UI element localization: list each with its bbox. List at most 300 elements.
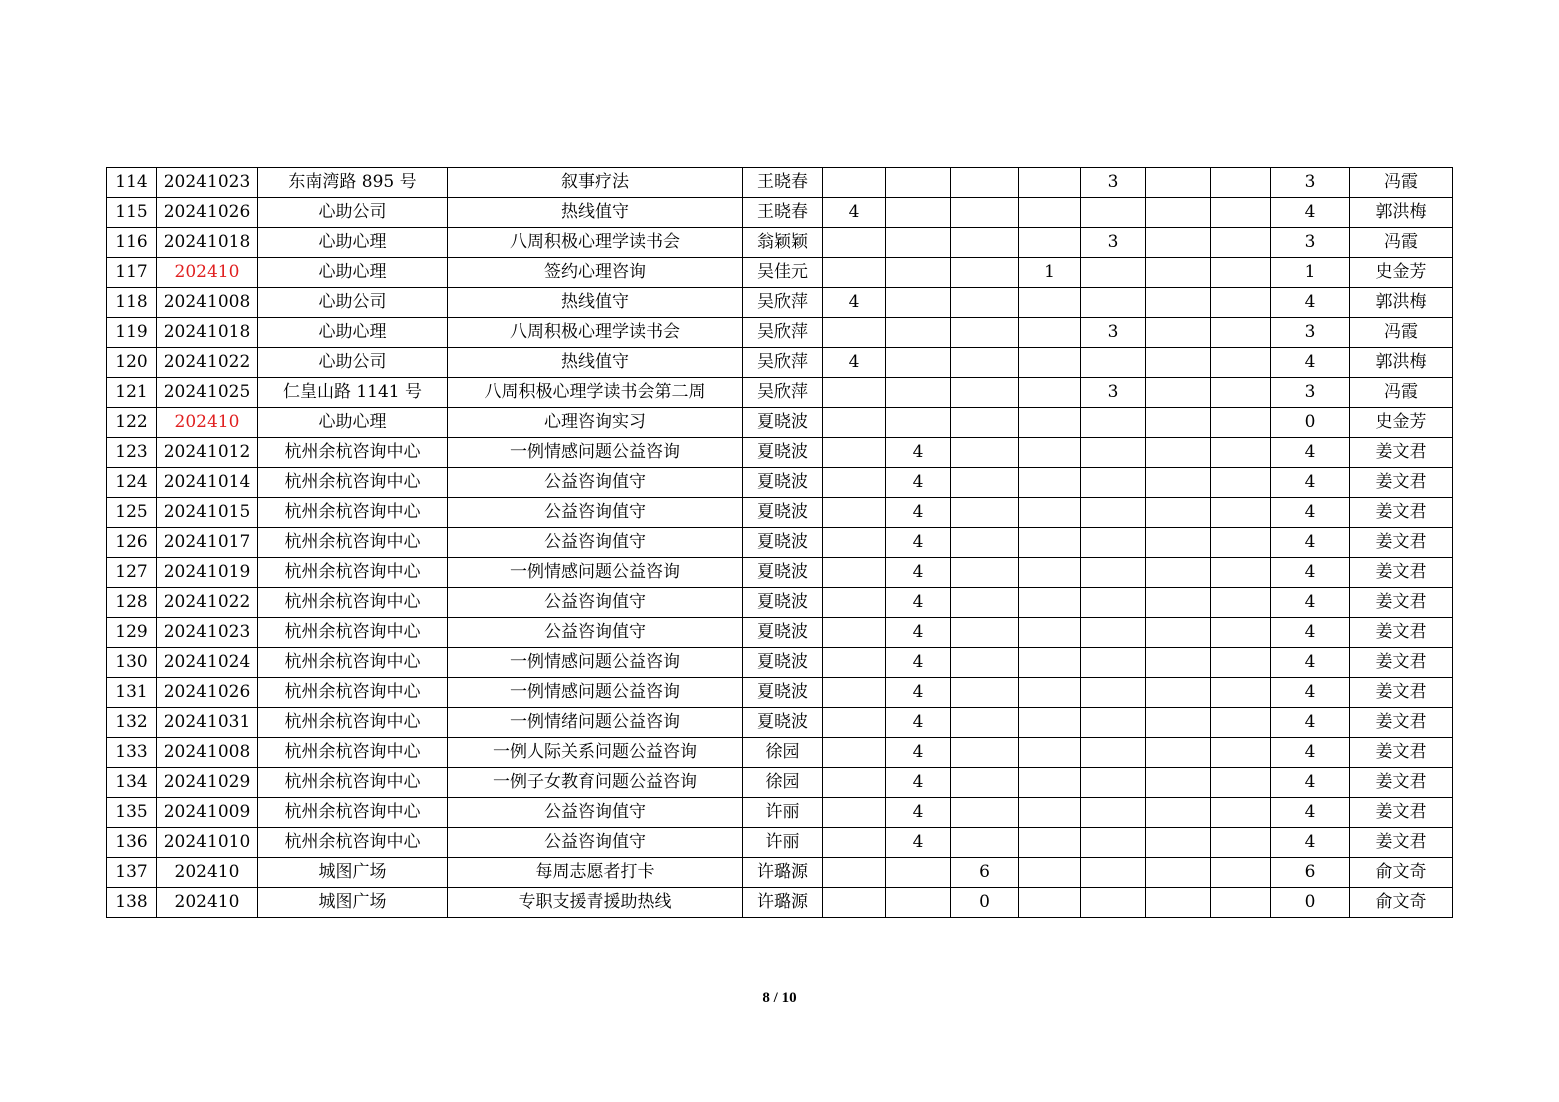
location-cell: 城图广场	[258, 858, 448, 888]
row-number-cell: 126	[107, 528, 157, 558]
reviewer-cell: 姜文君	[1350, 588, 1453, 618]
hours-col-5-cell	[1081, 858, 1146, 888]
hours-col-6-cell	[1146, 738, 1211, 768]
table-row	[107, 438, 1453, 468]
hours-col-6-cell	[1146, 258, 1211, 288]
hours-col-5-cell	[1081, 348, 1146, 378]
row-number-cell: 119	[107, 318, 157, 348]
reviewer-cell: 史金芳	[1350, 258, 1453, 288]
table-row	[107, 258, 1453, 288]
date-cell: 20241018	[157, 228, 258, 258]
hours-col-1-cell	[823, 708, 886, 738]
activity-cell: 热线值守	[448, 198, 743, 228]
activity-cell: 一例情绪问题公益咨询	[448, 708, 743, 738]
table-row	[107, 858, 1453, 888]
hours-col-1-cell	[823, 828, 886, 858]
location-cell: 杭州余杭咨询中心	[258, 498, 448, 528]
name-cell: 夏晓波	[743, 558, 823, 588]
location-cell: 杭州余杭咨询中心	[258, 648, 448, 678]
name-cell: 吴欣萍	[743, 348, 823, 378]
hours-col-7-cell	[1211, 798, 1271, 828]
hours-col-7-cell	[1211, 588, 1271, 618]
hours-col-4-cell	[1019, 888, 1081, 918]
hours-col-4-cell	[1019, 318, 1081, 348]
hours-col-7-cell	[1211, 768, 1271, 798]
hours-col-4-cell	[1019, 228, 1081, 258]
hours-col-2-cell: 4	[886, 558, 951, 588]
hours-col-4-cell	[1019, 408, 1081, 438]
location-cell: 杭州余杭咨询中心	[258, 528, 448, 558]
hours-col-1-cell	[823, 258, 886, 288]
hours-col-1-cell	[823, 528, 886, 558]
hours-col-6-cell	[1146, 768, 1211, 798]
total-hours-cell: 6	[1271, 858, 1350, 888]
row-number-cell: 123	[107, 438, 157, 468]
reviewer-cell: 姜文君	[1350, 828, 1453, 858]
table-row	[107, 708, 1453, 738]
hours-col-7-cell	[1211, 558, 1271, 588]
hours-col-4-cell	[1019, 168, 1081, 198]
name-cell: 夏晓波	[743, 678, 823, 708]
row-number-cell: 135	[107, 798, 157, 828]
activity-cell: 公益咨询值守	[448, 498, 743, 528]
activity-cell: 公益咨询值守	[448, 588, 743, 618]
hours-col-3-cell	[951, 228, 1019, 258]
hours-col-4-cell	[1019, 768, 1081, 798]
name-cell: 吴欣萍	[743, 288, 823, 318]
hours-col-7-cell	[1211, 738, 1271, 768]
hours-col-4-cell	[1019, 828, 1081, 858]
location-cell: 杭州余杭咨询中心	[258, 798, 448, 828]
hours-col-4-cell	[1019, 198, 1081, 228]
hours-col-1-cell	[823, 378, 886, 408]
location-cell: 杭州余杭咨询中心	[258, 708, 448, 738]
total-hours-cell: 4	[1271, 498, 1350, 528]
hours-col-5-cell	[1081, 408, 1146, 438]
hours-col-3-cell	[951, 708, 1019, 738]
location-cell: 心助公司	[258, 288, 448, 318]
activity-cell: 签约心理咨询	[448, 258, 743, 288]
hours-col-5-cell	[1081, 588, 1146, 618]
hours-col-6-cell	[1146, 498, 1211, 528]
hours-col-5-cell	[1081, 648, 1146, 678]
hours-col-3-cell	[951, 588, 1019, 618]
date-cell: 20241024	[157, 648, 258, 678]
location-cell: 杭州余杭咨询中心	[258, 558, 448, 588]
date-cell: 20241009	[157, 798, 258, 828]
location-cell: 杭州余杭咨询中心	[258, 588, 448, 618]
row-number-cell: 124	[107, 468, 157, 498]
location-cell: 杭州余杭咨询中心	[258, 468, 448, 498]
hours-col-3-cell	[951, 438, 1019, 468]
hours-col-6-cell	[1146, 648, 1211, 678]
date-cell: 202410	[157, 258, 258, 288]
hours-col-1-cell	[823, 498, 886, 528]
row-number-cell: 114	[107, 168, 157, 198]
hours-col-2-cell	[886, 888, 951, 918]
activity-cell: 公益咨询值守	[448, 828, 743, 858]
total-hours-cell: 4	[1271, 798, 1350, 828]
total-hours-cell: 4	[1271, 348, 1350, 378]
total-hours-cell: 4	[1271, 768, 1350, 798]
reviewer-cell: 史金芳	[1350, 408, 1453, 438]
hours-col-2-cell	[886, 408, 951, 438]
hours-col-3-cell	[951, 378, 1019, 408]
reviewer-cell: 姜文君	[1350, 678, 1453, 708]
hours-col-5-cell: 3	[1081, 168, 1146, 198]
reviewer-cell: 姜文君	[1350, 708, 1453, 738]
reviewer-cell: 郭洪梅	[1350, 348, 1453, 378]
table-row	[107, 408, 1453, 438]
hours-col-4-cell	[1019, 498, 1081, 528]
reviewer-cell: 俞文奇	[1350, 858, 1453, 888]
name-cell: 吴欣萍	[743, 378, 823, 408]
date-cell: 202410	[157, 888, 258, 918]
hours-col-4-cell	[1019, 678, 1081, 708]
hours-col-1-cell	[823, 618, 886, 648]
location-cell: 杭州余杭咨询中心	[258, 438, 448, 468]
activity-cell: 一例情感问题公益咨询	[448, 648, 743, 678]
hours-col-3-cell	[951, 258, 1019, 288]
table-row	[107, 468, 1453, 498]
hours-col-1-cell	[823, 408, 886, 438]
hours-col-3-cell	[951, 168, 1019, 198]
date-cell: 20241022	[157, 348, 258, 378]
row-number-cell: 127	[107, 558, 157, 588]
name-cell: 王晓春	[743, 198, 823, 228]
name-cell: 徐园	[743, 738, 823, 768]
name-cell: 夏晓波	[743, 468, 823, 498]
hours-col-6-cell	[1146, 558, 1211, 588]
hours-col-6-cell	[1146, 828, 1211, 858]
activity-cell: 一例人际关系问题公益咨询	[448, 738, 743, 768]
date-cell: 20241019	[157, 558, 258, 588]
hours-col-3-cell	[951, 288, 1019, 318]
activity-cell: 专职支援青援助热线	[448, 888, 743, 918]
hours-col-6-cell	[1146, 468, 1211, 498]
activity-cell: 热线值守	[448, 288, 743, 318]
name-cell: 王晓春	[743, 168, 823, 198]
name-cell: 吴佳元	[743, 258, 823, 288]
location-cell: 杭州余杭咨询中心	[258, 828, 448, 858]
hours-col-4-cell: 1	[1019, 258, 1081, 288]
reviewer-cell: 郭洪梅	[1350, 198, 1453, 228]
hours-col-5-cell	[1081, 828, 1146, 858]
location-cell: 心助心理	[258, 258, 448, 288]
total-hours-cell: 4	[1271, 648, 1350, 678]
row-number-cell: 120	[107, 348, 157, 378]
hours-col-3-cell	[951, 798, 1019, 828]
activity-cell: 公益咨询值守	[448, 618, 743, 648]
reviewer-cell: 冯霞	[1350, 318, 1453, 348]
location-cell: 城图广场	[258, 888, 448, 918]
total-hours-cell: 4	[1271, 288, 1350, 318]
hours-col-6-cell	[1146, 168, 1211, 198]
location-cell: 心助公司	[258, 198, 448, 228]
reviewer-cell: 姜文君	[1350, 528, 1453, 558]
row-number-cell: 132	[107, 708, 157, 738]
hours-col-2-cell: 4	[886, 708, 951, 738]
hours-col-5-cell	[1081, 618, 1146, 648]
hours-col-4-cell	[1019, 738, 1081, 768]
date-cell: 20241008	[157, 288, 258, 318]
location-cell: 心助心理	[258, 408, 448, 438]
location-cell: 杭州余杭咨询中心	[258, 768, 448, 798]
reviewer-cell: 姜文君	[1350, 498, 1453, 528]
hours-col-7-cell	[1211, 528, 1271, 558]
hours-col-3-cell: 0	[951, 888, 1019, 918]
hours-col-2-cell	[886, 198, 951, 228]
activity-cell: 八周积极心理学读书会第二周	[448, 378, 743, 408]
hours-col-7-cell	[1211, 168, 1271, 198]
hours-col-2-cell	[886, 258, 951, 288]
total-hours-cell: 4	[1271, 438, 1350, 468]
hours-col-1-cell	[823, 318, 886, 348]
hours-col-3-cell	[951, 828, 1019, 858]
hours-col-6-cell	[1146, 618, 1211, 648]
hours-col-7-cell	[1211, 708, 1271, 738]
table-row	[107, 558, 1453, 588]
activity-cell: 每周志愿者打卡	[448, 858, 743, 888]
table-row	[107, 648, 1453, 678]
location-cell: 心助心理	[258, 318, 448, 348]
total-hours-cell: 4	[1271, 618, 1350, 648]
hours-col-6-cell	[1146, 708, 1211, 738]
hours-col-6-cell	[1146, 408, 1211, 438]
activity-cell: 公益咨询值守	[448, 798, 743, 828]
hours-col-2-cell: 4	[886, 798, 951, 828]
table-row	[107, 888, 1453, 918]
row-number-cell: 115	[107, 198, 157, 228]
hours-col-6-cell	[1146, 858, 1211, 888]
hours-col-5-cell	[1081, 468, 1146, 498]
hours-col-7-cell	[1211, 678, 1271, 708]
hours-col-7-cell	[1211, 288, 1271, 318]
hours-col-7-cell	[1211, 378, 1271, 408]
reviewer-cell: 冯霞	[1350, 378, 1453, 408]
hours-col-4-cell	[1019, 798, 1081, 828]
hours-col-5-cell	[1081, 498, 1146, 528]
activity-cell: 一例情感问题公益咨询	[448, 678, 743, 708]
total-hours-cell: 4	[1271, 198, 1350, 228]
hours-col-7-cell	[1211, 198, 1271, 228]
name-cell: 夏晓波	[743, 498, 823, 528]
date-cell: 20241015	[157, 498, 258, 528]
name-cell: 夏晓波	[743, 588, 823, 618]
hours-col-1-cell: 4	[823, 288, 886, 318]
row-number-cell: 137	[107, 858, 157, 888]
row-number-cell: 133	[107, 738, 157, 768]
table-row	[107, 198, 1453, 228]
total-hours-cell: 4	[1271, 678, 1350, 708]
hours-col-3-cell	[951, 318, 1019, 348]
date-cell: 20241017	[157, 528, 258, 558]
hours-col-4-cell	[1019, 708, 1081, 738]
total-hours-cell: 4	[1271, 738, 1350, 768]
page-number: 8 / 10	[762, 990, 797, 1006]
table-row	[107, 528, 1453, 558]
name-cell: 许璐源	[743, 888, 823, 918]
hours-col-1-cell	[823, 468, 886, 498]
hours-col-5-cell: 3	[1081, 318, 1146, 348]
name-cell: 翁颖颖	[743, 228, 823, 258]
table-row	[107, 288, 1453, 318]
total-hours-cell: 3	[1271, 318, 1350, 348]
hours-col-6-cell	[1146, 348, 1211, 378]
hours-col-7-cell	[1211, 438, 1271, 468]
total-hours-cell: 3	[1271, 228, 1350, 258]
date-cell: 20241022	[157, 588, 258, 618]
table-row	[107, 768, 1453, 798]
hours-col-6-cell	[1146, 198, 1211, 228]
row-number-cell: 125	[107, 498, 157, 528]
reviewer-cell: 姜文君	[1350, 618, 1453, 648]
name-cell: 夏晓波	[743, 618, 823, 648]
hours-col-4-cell	[1019, 558, 1081, 588]
hours-col-1-cell: 4	[823, 198, 886, 228]
hours-col-3-cell	[951, 678, 1019, 708]
hours-col-7-cell	[1211, 468, 1271, 498]
hours-col-4-cell	[1019, 378, 1081, 408]
location-cell: 杭州余杭咨询中心	[258, 678, 448, 708]
activity-cell: 一例情感问题公益咨询	[448, 438, 743, 468]
hours-col-6-cell	[1146, 888, 1211, 918]
hours-col-5-cell	[1081, 678, 1146, 708]
hours-col-1-cell	[823, 558, 886, 588]
hours-col-3-cell	[951, 198, 1019, 228]
row-number-cell: 136	[107, 828, 157, 858]
date-cell: 20241008	[157, 738, 258, 768]
date-cell: 20241025	[157, 378, 258, 408]
table-row	[107, 378, 1453, 408]
row-number-cell: 117	[107, 258, 157, 288]
hours-col-6-cell	[1146, 678, 1211, 708]
hours-col-5-cell	[1081, 708, 1146, 738]
hours-col-5-cell: 3	[1081, 228, 1146, 258]
hours-col-1-cell	[823, 768, 886, 798]
date-cell: 20241023	[157, 168, 258, 198]
hours-col-7-cell	[1211, 318, 1271, 348]
table-row	[107, 618, 1453, 648]
table-row	[107, 738, 1453, 768]
hours-col-4-cell	[1019, 468, 1081, 498]
reviewer-cell: 冯霞	[1350, 228, 1453, 258]
hours-col-6-cell	[1146, 588, 1211, 618]
hours-col-7-cell	[1211, 258, 1271, 288]
reviewer-cell: 郭洪梅	[1350, 288, 1453, 318]
name-cell: 许丽	[743, 798, 823, 828]
location-cell: 东南湾路 895 号	[258, 168, 448, 198]
hours-col-3-cell	[951, 408, 1019, 438]
total-hours-cell: 4	[1271, 528, 1350, 558]
hours-col-5-cell	[1081, 798, 1146, 828]
date-cell: 20241010	[157, 828, 258, 858]
hours-col-6-cell	[1146, 318, 1211, 348]
hours-col-2-cell: 4	[886, 648, 951, 678]
reviewer-cell: 姜文君	[1350, 738, 1453, 768]
hours-col-7-cell	[1211, 498, 1271, 528]
row-number-cell: 130	[107, 648, 157, 678]
table-body	[107, 168, 1453, 918]
hours-col-1-cell	[823, 168, 886, 198]
hours-col-2-cell	[886, 858, 951, 888]
hours-col-6-cell	[1146, 798, 1211, 828]
hours-col-2-cell: 4	[886, 528, 951, 558]
activity-cell: 叙事疗法	[448, 168, 743, 198]
activity-cell: 心理咨询实习	[448, 408, 743, 438]
name-cell: 徐园	[743, 768, 823, 798]
hours-col-7-cell	[1211, 828, 1271, 858]
hours-col-7-cell	[1211, 648, 1271, 678]
row-number-cell: 118	[107, 288, 157, 318]
hours-col-1-cell	[823, 738, 886, 768]
hours-col-4-cell	[1019, 348, 1081, 378]
date-cell: 202410	[157, 408, 258, 438]
row-number-cell: 122	[107, 408, 157, 438]
location-cell: 心助心理	[258, 228, 448, 258]
hours-col-5-cell	[1081, 528, 1146, 558]
reviewer-cell: 姜文君	[1350, 798, 1453, 828]
hours-col-1-cell	[823, 588, 886, 618]
hours-col-3-cell	[951, 498, 1019, 528]
table-row	[107, 498, 1453, 528]
hours-col-1-cell: 4	[823, 348, 886, 378]
hours-col-5-cell	[1081, 198, 1146, 228]
date-cell: 20241026	[157, 198, 258, 228]
table-row	[107, 348, 1453, 378]
date-cell: 20241023	[157, 618, 258, 648]
table-row	[107, 318, 1453, 348]
hours-col-5-cell	[1081, 258, 1146, 288]
hours-col-5-cell	[1081, 888, 1146, 918]
hours-col-3-cell	[951, 558, 1019, 588]
total-hours-cell: 3	[1271, 378, 1350, 408]
hours-col-6-cell	[1146, 438, 1211, 468]
reviewer-cell: 姜文君	[1350, 768, 1453, 798]
hours-col-2-cell	[886, 318, 951, 348]
hours-col-3-cell	[951, 768, 1019, 798]
activity-cell: 一例情感问题公益咨询	[448, 558, 743, 588]
table-row	[107, 678, 1453, 708]
row-number-cell: 129	[107, 618, 157, 648]
name-cell: 许丽	[743, 828, 823, 858]
total-hours-cell: 4	[1271, 468, 1350, 498]
table-row	[107, 828, 1453, 858]
reviewer-cell: 姜文君	[1350, 438, 1453, 468]
table-row	[107, 798, 1453, 828]
total-hours-cell: 1	[1271, 258, 1350, 288]
activity-cell: 公益咨询值守	[448, 528, 743, 558]
date-cell: 20241012	[157, 438, 258, 468]
table-row	[107, 168, 1453, 198]
hours-col-2-cell: 4	[886, 498, 951, 528]
hours-col-3-cell	[951, 648, 1019, 678]
row-number-cell: 116	[107, 228, 157, 258]
total-hours-cell: 3	[1271, 168, 1350, 198]
hours-col-1-cell	[823, 858, 886, 888]
total-hours-cell: 4	[1271, 828, 1350, 858]
row-number-cell: 134	[107, 768, 157, 798]
reviewer-cell: 冯霞	[1350, 168, 1453, 198]
hours-col-6-cell	[1146, 288, 1211, 318]
location-cell: 杭州余杭咨询中心	[258, 738, 448, 768]
hours-col-4-cell	[1019, 618, 1081, 648]
location-cell: 杭州余杭咨询中心	[258, 618, 448, 648]
activity-cell: 八周积极心理学读书会	[448, 228, 743, 258]
name-cell: 夏晓波	[743, 708, 823, 738]
activity-cell: 八周积极心理学读书会	[448, 318, 743, 348]
total-hours-cell: 4	[1271, 708, 1350, 738]
